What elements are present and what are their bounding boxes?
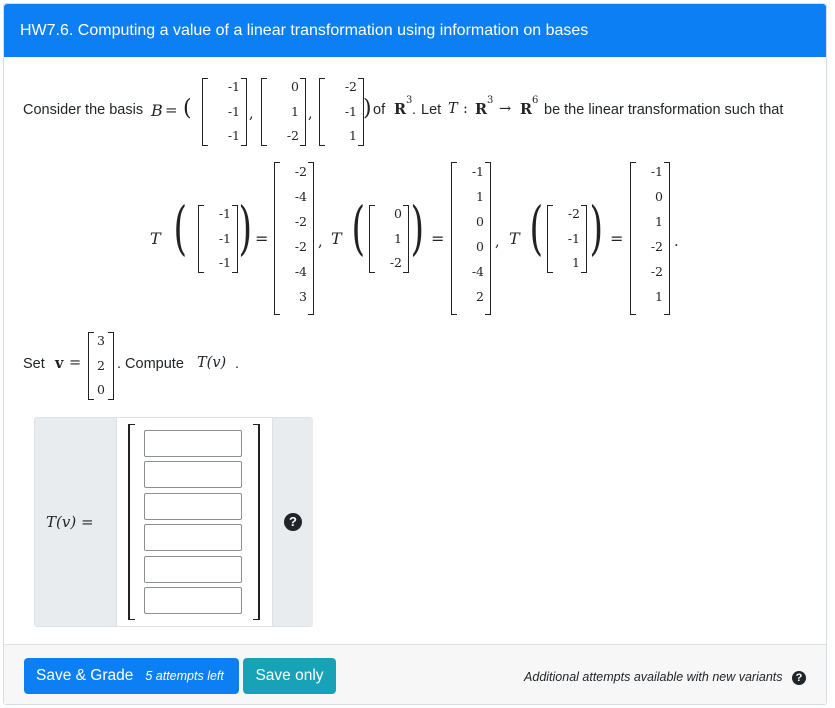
set-text: Set xyxy=(23,356,45,372)
basis-vector-2: 0 1 -2 xyxy=(261,78,306,146)
save-only-button[interactable] xyxy=(243,658,336,694)
arrow-symbol: → xyxy=(499,101,512,117)
answer-label-panel xyxy=(35,418,117,626)
answer-input-1[interactable] xyxy=(144,430,242,457)
of-text: of xyxy=(373,102,386,118)
R-exponent-6: 6 xyxy=(532,95,539,106)
v-symbol: v xyxy=(55,355,64,372)
question-footer xyxy=(4,644,826,704)
R-exponent-3: 3 xyxy=(406,95,413,106)
save-grade-button[interactable] xyxy=(24,658,239,694)
basis-symbol: B xyxy=(151,101,163,120)
image-vector-2: -1 1 0 0 -4 2 xyxy=(451,162,491,315)
basis-vector-1: -1 -1 -1 xyxy=(202,78,247,146)
save-grade-label: Save & Grade xyxy=(36,667,134,684)
consider-text: Consider the basis xyxy=(23,102,144,118)
answer-input-group xyxy=(34,417,313,627)
answer-label: T(v) = xyxy=(46,513,94,531)
R-symbol: R xyxy=(394,101,407,118)
T-symbol: T xyxy=(448,101,458,117)
basis-vector-3: -2 -1 1 xyxy=(319,78,364,146)
arg-vector-2: 0 1 -2 xyxy=(369,205,409,273)
answer-input-4[interactable] xyxy=(144,524,242,551)
answer-input-5[interactable] xyxy=(144,556,242,583)
additional-attempts-note xyxy=(524,670,806,685)
image-vector-3: -1 0 1 -2 -2 1 xyxy=(630,162,670,315)
basis-equals: = xyxy=(165,101,178,119)
compute-text: . Compute xyxy=(117,356,184,372)
transformation-text: be the linear transformation such that xyxy=(544,102,784,118)
let-text: Let xyxy=(421,102,442,118)
question-circle-icon[interactable]: ? xyxy=(284,513,302,531)
answer-input-3[interactable] xyxy=(144,493,242,520)
answer-input-6[interactable] xyxy=(144,587,242,614)
question-header xyxy=(4,4,826,57)
image-vector-1: -2 -4 -2 -2 -4 3 xyxy=(274,162,314,315)
attempts-left: 5 attempts left xyxy=(145,669,224,683)
arg-vector-1: -1 -1 -1 xyxy=(198,205,238,273)
question-card: HW7.6. Computing a value of a linear transformation using information on bases Consider the basis B = ( -1 -1 -1 , 0 1 -2 , -2 -1 1 ) of R 3 . Let T : R 3 → R 6 be the linear transformation such that T ( -1 -1 -1 ) = -2 -4 -2 -2 -4 3 , T ( 0 1 -2 ) = -1 1 0 0 -4 2 , T ( -2 -1 1 ) = -1 0 1 -2 -2 1 . Set v = 3 2 0 . Compute T(v) . T(v) = ? Save & Grade 5 attempts left Save only Additional attempts available with new variants ? xyxy=(3,3,827,705)
v-vector: 3 2 0 xyxy=(88,332,114,400)
additional-attempts-text: Additional attempts available with new variants xyxy=(524,670,783,684)
compute-expression: T(v) xyxy=(197,355,227,371)
question-circle-icon[interactable]: ? xyxy=(792,671,806,685)
save-only-label: Save only xyxy=(255,667,324,684)
arg-vector-3: -2 -1 1 xyxy=(547,205,587,273)
help-panel xyxy=(272,418,313,626)
answer-input-2[interactable] xyxy=(144,461,242,488)
question-title: HW7.6. Computing a value of a linear transformation using information on bases xyxy=(20,21,589,39)
